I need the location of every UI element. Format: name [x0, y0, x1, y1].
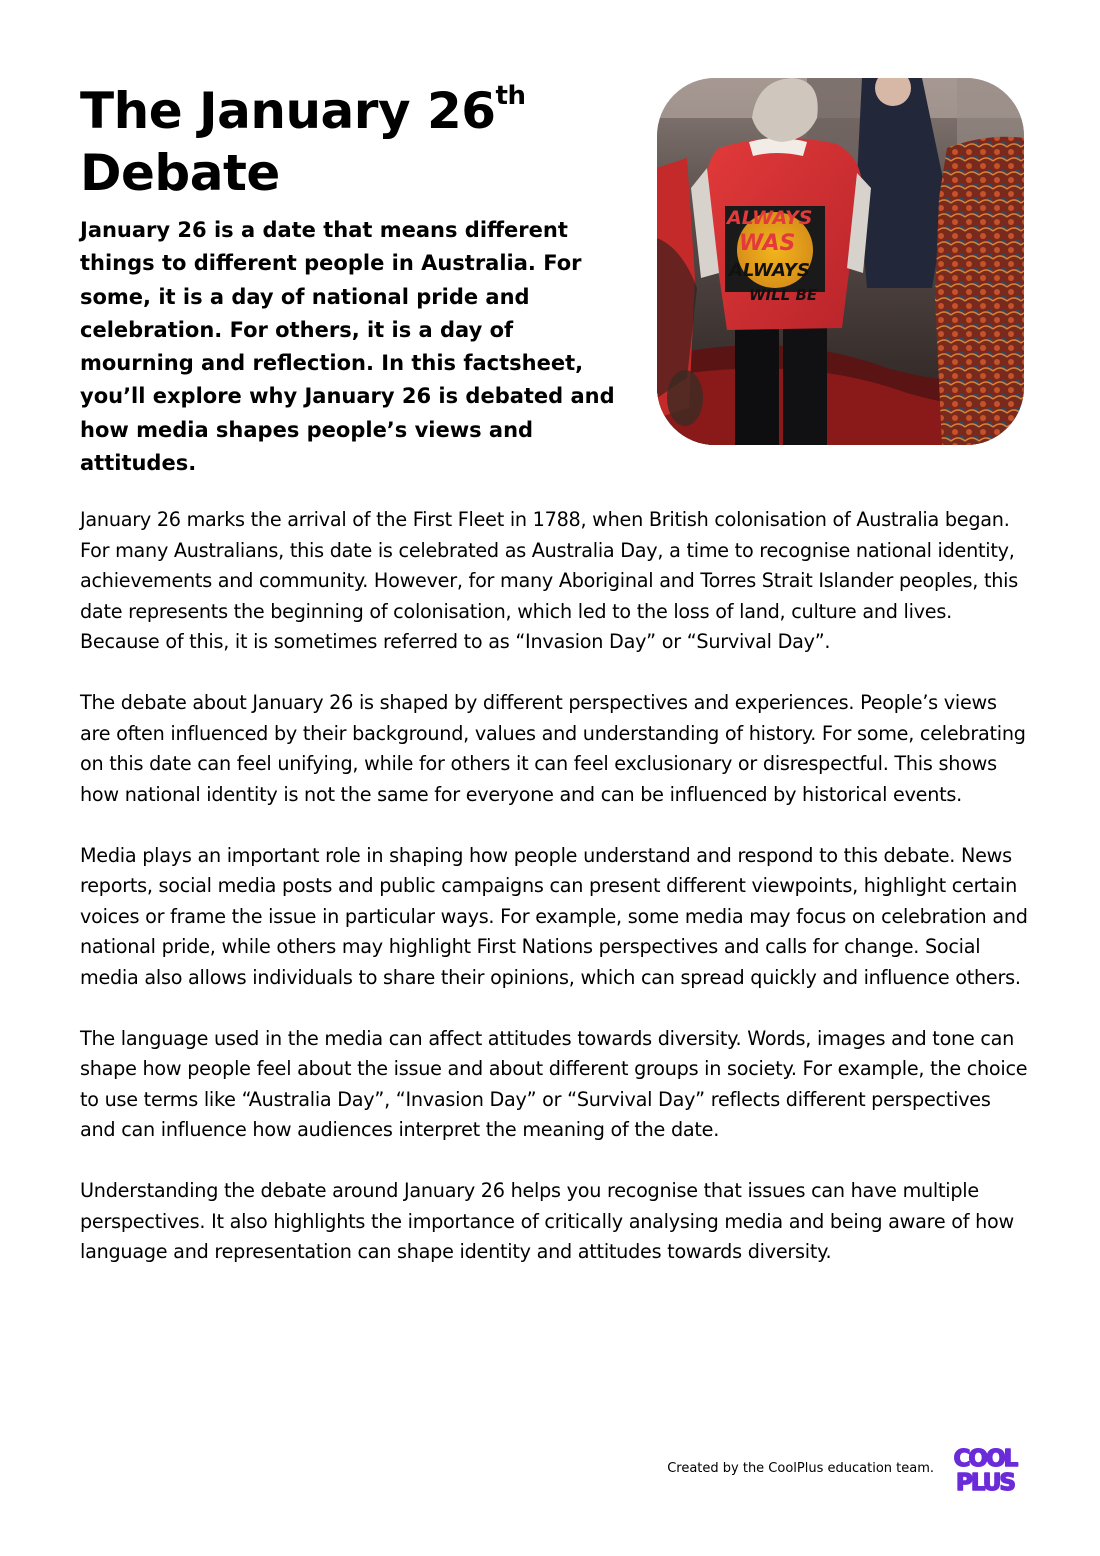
- title-main: The January 26: [80, 82, 496, 140]
- logo-text-plus: PLUS: [956, 1470, 1014, 1494]
- body-paragraph-1: January 26 marks the arrival of the First Fleet in 1788, when British colonisation of Australia began. For many Australians, this date is celebrated as Australia Day, a time to recognise national identity, achievements and community. However, for many Aboriginal and Torres Strait Islander peoples, this date represents the beginning of colonisation, which led to the loss of land, culture and lives. Because of this, it is sometimes referred to as “Invasion Day” or “Survival Day”.: [80, 508, 1018, 653]
- shirt-text-4: WILL BE: [749, 286, 818, 304]
- body-paragraph-2: The debate about January 26 is shaped by different perspectives and experiences. People’s views are often influenced by their background, values and understanding of history. For some, celebrating on this date can feel unifying, while for others it can feel exclusionary or disrespectful. This shows how national identity is not the same for everyone and can be influenced by historical events.: [80, 691, 1026, 806]
- footer-credit: Created by the CoolPlus education team.: [667, 1461, 934, 1476]
- logo-text-cool: COOL: [953, 1446, 1017, 1472]
- body-paragraph-4: The language used in the media can affect attitudes towards diversity. Words, images and tone can shape how people feel about the issue and about different groups in society. For example, the choice to use terms like “Australia Day”, “Invasion Day” or “Survival Day” reflects different perspectives and can influence how audiences interpret the meaning of the date.: [80, 1026, 1028, 1141]
- hero-photo: [657, 78, 1024, 445]
- coolplus-logo: [946, 1444, 1024, 1494]
- body-text: [80, 505, 1030, 1298]
- title-superscript: th: [495, 81, 526, 112]
- shirt-text-2: WAS: [739, 231, 796, 256]
- body-paragraph-5: Understanding the debate around January 26 helps you recognise that issues can have multiple perspectives. It also highlights the importance of critically analysing media and being aware of how language and representation can shape identity and attitudes towards diversity.: [80, 1179, 1014, 1263]
- body-paragraph-3: Media plays an important role in shaping how people understand and respond to this debate. News reports, social media posts and public campaigns can present different viewpoints, highlight certain voices or frame the issue in particular ways. For example, some media may focus on celebration and national pride, while others may highlight First Nations perspectives and calls for change. Social media also allows individuals to share their opinions, which can spread quickly and influence others.: [80, 843, 1028, 989]
- title-line2: Debate: [80, 144, 280, 202]
- shirt-text-1: ALWAYS: [727, 207, 813, 229]
- shirt-text-3: ALWAYS: [729, 260, 810, 281]
- page-title: [80, 80, 620, 204]
- intro-text: January 26 is a date that means different things to different people in Australia. For some, it is a day of national pride and celebration. For others, it is a day of mourning and reflection. In this factsheet, you’ll explore why January 26 is debated and how media shapes people’s views and attitudes.: [80, 218, 615, 476]
